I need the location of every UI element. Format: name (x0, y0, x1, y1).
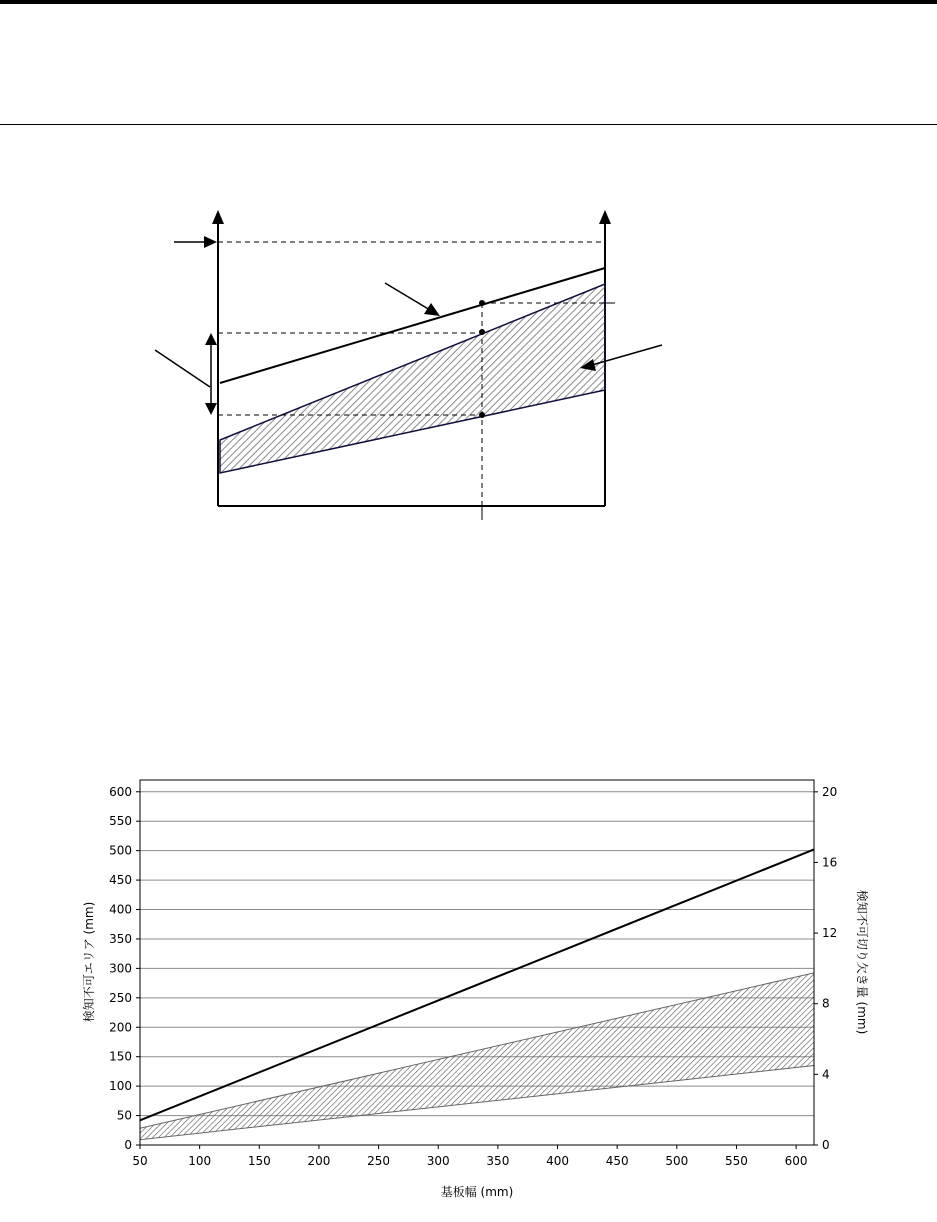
y-tick-label: 400 (109, 902, 132, 917)
x-tick-label: 100 (188, 1154, 212, 1168)
y-tick-label: 200 (109, 1020, 132, 1035)
y-tick-label: 500 (109, 843, 132, 858)
x-tick-label: 150 (247, 1154, 271, 1168)
y-tick-label: 300 (109, 961, 132, 976)
x-tick-label: 350 (486, 1154, 510, 1168)
y-tick-labels (109, 785, 140, 1152)
y-tick-label: 50 (116, 1108, 132, 1123)
x-tick-label: 300 (426, 1154, 450, 1168)
y-axis-label: 検知不可エリア (mm) (82, 901, 96, 1023)
y-tick-label: 0 (124, 1138, 132, 1152)
y-tick-label: 100 (109, 1079, 132, 1094)
x-tick-label: 200 (307, 1154, 331, 1168)
x-tick-label: 250 (367, 1154, 391, 1168)
y2-tick-label: 16 (822, 855, 838, 870)
x-tick-label: 500 (665, 1154, 689, 1168)
x-tick-label: 50 (132, 1154, 148, 1168)
y2-tick-label: 20 (822, 784, 838, 799)
y2-tick-label: 0 (822, 1138, 830, 1152)
y-tick-label: 250 (109, 990, 132, 1005)
y2-tick-labels (814, 785, 837, 1152)
y-tick-label: 600 (109, 784, 132, 799)
y-tick-label: 450 (109, 873, 132, 888)
y2-tick-label: 8 (822, 996, 830, 1011)
x-tick-label: 400 (546, 1154, 569, 1168)
y2-axis-label: 検知不可切り欠き量 (mm) (855, 889, 869, 1035)
x-tick-labels (132, 1145, 807, 1168)
x-tick-label: 600 (784, 1154, 808, 1168)
y2-tick-label: 4 (822, 1067, 830, 1082)
x-tick-label: 450 (605, 1154, 629, 1168)
y-tick-label: 550 (109, 814, 132, 829)
x-axis-label: 基板幅 (mm) (440, 1185, 514, 1199)
y2-tick-label: 12 (822, 926, 838, 941)
x-tick-label: 550 (725, 1154, 748, 1168)
y-tick-label: 150 (109, 1049, 132, 1064)
y-tick-label: 350 (109, 931, 132, 946)
